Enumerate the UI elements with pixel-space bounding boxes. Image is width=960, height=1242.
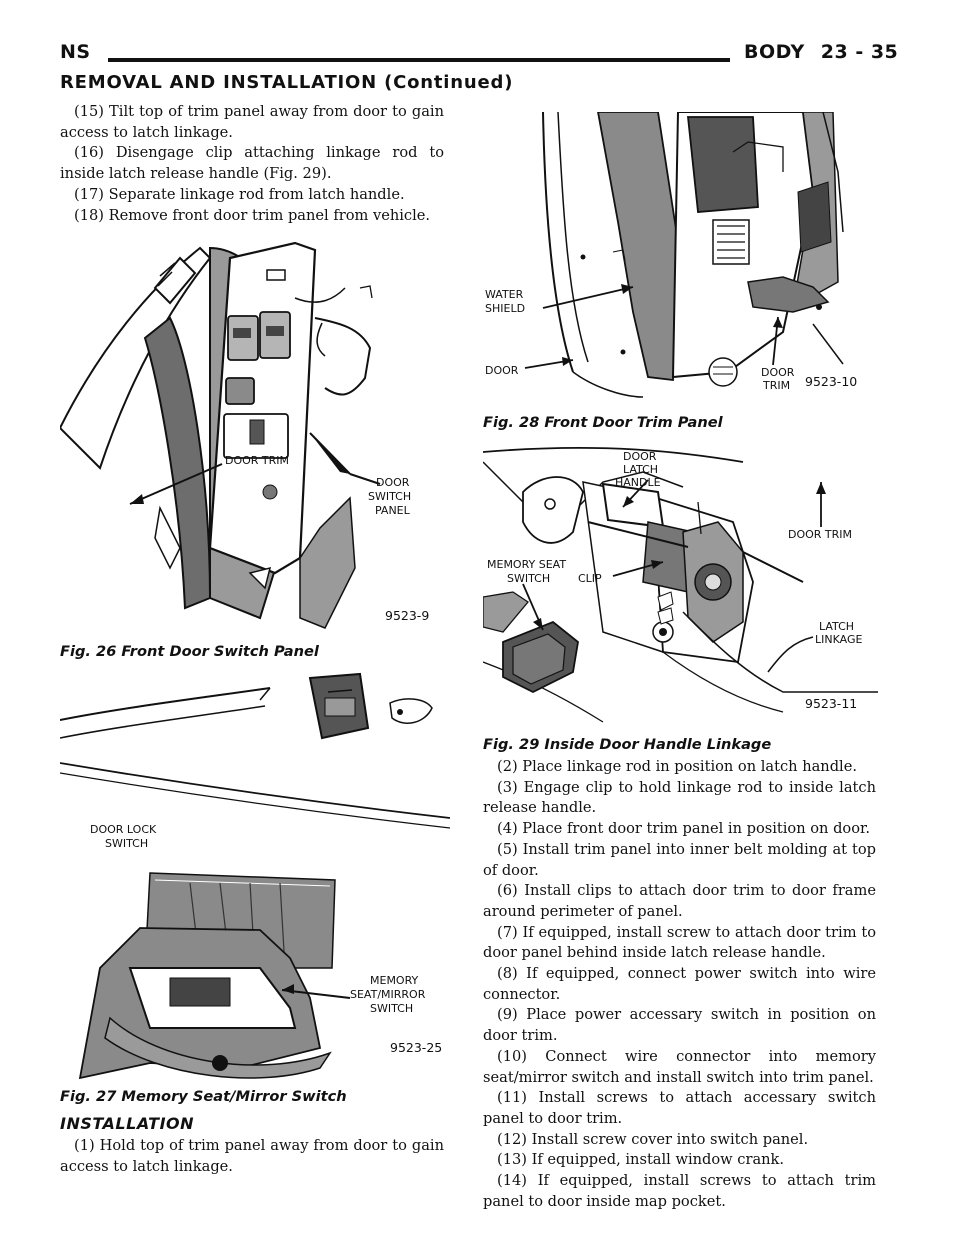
fig28-label-door-2: DOOR bbox=[761, 366, 795, 379]
header-rule bbox=[108, 58, 730, 62]
fig26-label-door-trim: DOOR TRIM bbox=[225, 454, 290, 467]
fig27-label-memory: MEMORY bbox=[370, 974, 419, 987]
paragraph: (10) Connect wire connector into memory seat/mirror switch and install switch into trim panel. bbox=[483, 1047, 876, 1086]
fig29-caption: Fig. 29 Inside Door Handle Linkage bbox=[483, 736, 772, 753]
fig28-code: 9523-10 bbox=[805, 374, 858, 389]
header-right bbox=[744, 41, 898, 63]
installation-heading: INSTALLATION bbox=[60, 1114, 195, 1133]
fig27-label-door-lock: DOOR LOCK bbox=[90, 823, 157, 836]
paragraph: (5) Install trim panel into inner belt molding at top of door. bbox=[483, 840, 876, 879]
paragraph: (13) If equipped, install window crank. bbox=[497, 1151, 785, 1169]
figure-29-illustration bbox=[483, 442, 878, 732]
header-manual-code: NS bbox=[60, 41, 91, 63]
left-column-bottom-text bbox=[60, 1136, 444, 1177]
fig26-label-panel: PANEL bbox=[375, 504, 410, 517]
fig27-label-switch-top: SWITCH bbox=[105, 837, 149, 850]
fig29-label-handle: HANDLE bbox=[615, 476, 661, 489]
fig29-label-linkage: LINKAGE bbox=[815, 633, 863, 646]
paragraph: (2) Place linkage rod in position on latch handle. bbox=[497, 758, 857, 775]
paragraph: (14) If equipped, install screws to attach trim panel to door inside map pocket. bbox=[483, 1172, 876, 1210]
paragraph: (17) Separate linkage rod from latch handle. bbox=[74, 185, 405, 203]
left-column-text bbox=[60, 102, 444, 226]
figure-26-illustration bbox=[60, 228, 450, 638]
fig29-label-clip: CLIP bbox=[578, 572, 602, 585]
paragraph: (7) If equipped, install screw to attach door trim to door panel behind inside latch release handle. bbox=[483, 923, 876, 962]
paragraph: (8) If equipped, connect power switch into wire connector. bbox=[483, 965, 876, 1003]
figure-28-illustration bbox=[483, 112, 878, 402]
fig29-label-latch: LATCH bbox=[623, 463, 659, 476]
paragraph: (15) Tilt top of trim panel away from door to gain access to latch linkage. bbox=[60, 103, 444, 141]
fig29-label-memory-seat: MEMORY SEAT bbox=[487, 558, 567, 571]
section-title: REMOVAL AND INSTALLATION (Continued) bbox=[60, 72, 514, 93]
fig29-label-switch: SWITCH bbox=[507, 572, 551, 585]
fig27-label-switch-bottom: SWITCH bbox=[370, 1002, 414, 1015]
paragraph: (11) Install screws to attach accessary switch panel to door trim. bbox=[483, 1089, 876, 1127]
fig28-caption: Fig. 28 Front Door Trim Panel bbox=[483, 414, 723, 431]
paragraph: (1) Hold top of trim panel away from door to gain access to latch linkage. bbox=[60, 1137, 444, 1175]
fig28-label-trim: TRIM bbox=[763, 379, 791, 392]
paragraph: (4) Place front door trim panel in position on door. bbox=[497, 820, 871, 838]
fig26-caption: Fig. 26 Front Door Switch Panel bbox=[60, 643, 319, 660]
paragraph: (12) Install screw cover into switch panel. bbox=[497, 1130, 809, 1148]
fig26-code: 9523-9 bbox=[385, 608, 430, 623]
paragraph: (16) Disengage clip attaching linkage rod to inside latch release handle (Fig. 29). bbox=[60, 144, 444, 183]
fig27-code: 9523-25 bbox=[390, 1040, 443, 1055]
fig28-label-shield: SHIELD bbox=[485, 302, 526, 315]
fig28-label-door: DOOR bbox=[485, 364, 519, 377]
fig29-label-latch-2: LATCH bbox=[819, 620, 855, 633]
fig27-label-seat-mirror: SEAT/MIRROR bbox=[350, 988, 426, 1001]
fig29-label-door: DOOR bbox=[623, 450, 657, 463]
header-section: BODY bbox=[744, 41, 805, 63]
fig28-label-water: WATER bbox=[485, 288, 524, 301]
paragraph: (9) Place power accessary switch in position on door trim. bbox=[483, 1006, 876, 1045]
figure-27-illustration bbox=[60, 668, 450, 1088]
fig26-label-switch: SWITCH bbox=[368, 490, 412, 503]
paragraph: (3) Engage clip to hold linkage rod to inside latch release handle. bbox=[483, 778, 876, 817]
fig26-label-door: DOOR bbox=[376, 476, 410, 489]
header-page-number: 23 - 35 bbox=[820, 41, 899, 63]
paragraph: (18) Remove front door trim panel from vehicle. bbox=[74, 206, 431, 224]
fig29-label-door-trim: DOOR TRIM bbox=[788, 528, 853, 541]
paragraph: (6) Install clips to attach door trim to door frame around perimeter of panel. bbox=[483, 882, 876, 920]
fig29-code: 9523-11 bbox=[805, 696, 858, 711]
fig27-caption: Fig. 27 Memory Seat/Mirror Switch bbox=[60, 1088, 347, 1105]
right-column-text bbox=[483, 757, 876, 1212]
